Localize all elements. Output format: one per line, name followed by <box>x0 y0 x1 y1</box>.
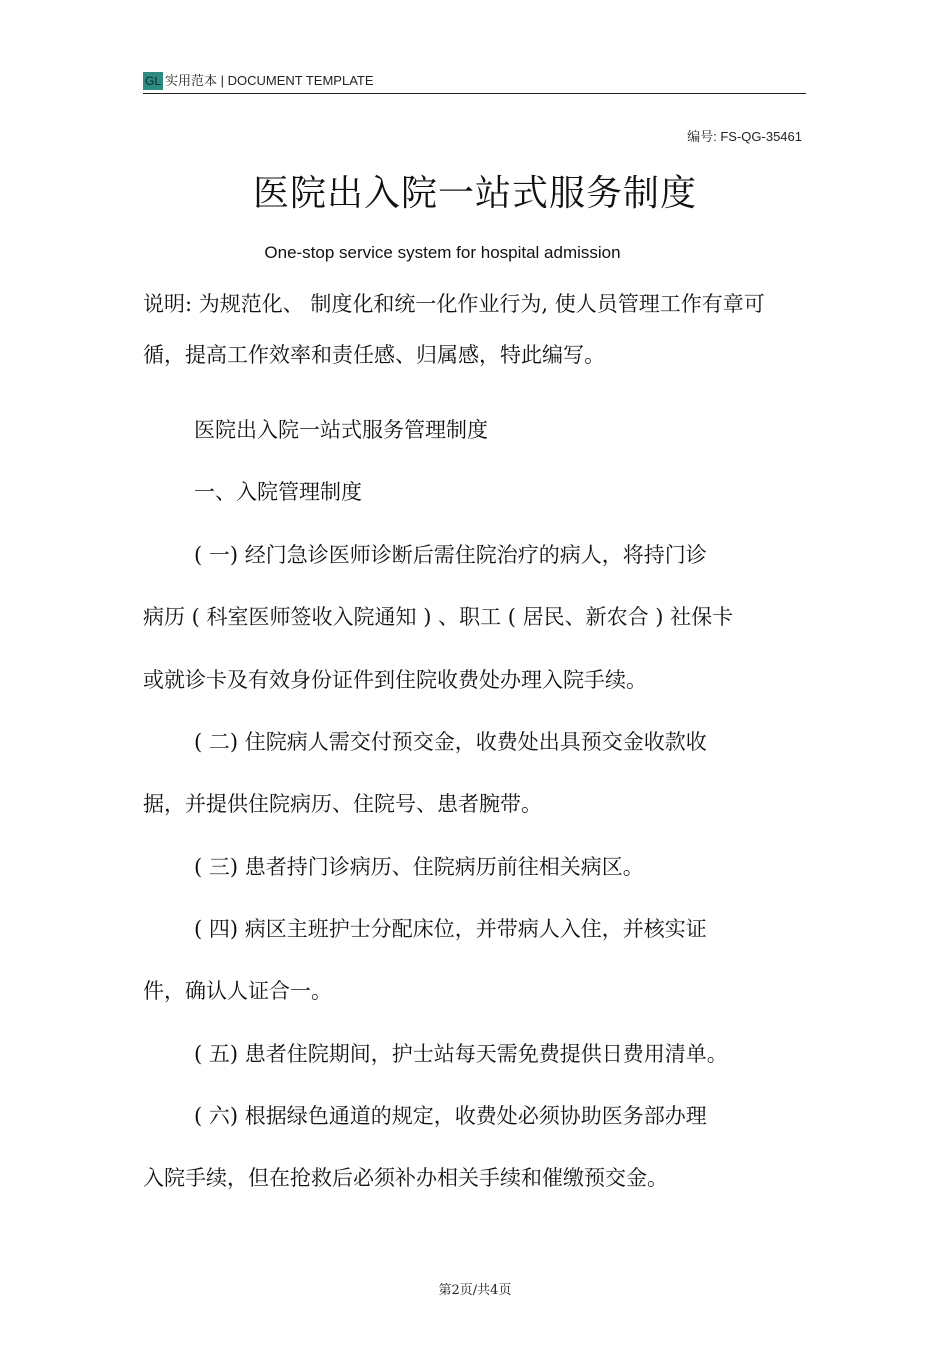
header-text: 实用范本 | DOCUMENT TEMPLATE <box>165 73 374 88</box>
body-line-item-4a: ( 四) 病区主班护士分配床位，并带病人入住，并核实证 <box>194 917 707 941</box>
body-line-item-1a: ( 一) 经门急诊医师诊断后需住院治疗的病人，将持门诊 <box>194 543 707 567</box>
body-line-item-6a: ( 六) 根据绿色通道的规定，收费处必须协助医务部办理 <box>194 1104 707 1128</box>
body-line-item-5: ( 五) 患者住院期间，护士站每天需免费提供日费用清单。 <box>194 1042 728 1066</box>
body-line-item-1c: 或就诊卡及有效身份证件到住院收费处办理入院手续。 <box>143 668 647 692</box>
body-line-item-6b: 入院手续，但在抢救后必须补办相关手续和催缴预交金。 <box>143 1166 668 1190</box>
body-line-item-3: ( 三) 患者持门诊病历、住院病历前往相关病区。 <box>194 855 644 879</box>
body-line-item-1b: 病历 ( 科室医师签收入院通知 ) 、职工 ( 居民、新农合 ) 社保卡 <box>143 605 734 629</box>
body-line-intro-2: 循，提高工作效率和责任感、归属感，特此编写。 <box>143 343 605 367</box>
body-line-item-2a: ( 二) 住院病人需交付预交金，收费处出具预交金收款收 <box>194 730 707 754</box>
page-header <box>143 70 806 94</box>
subsection-heading: 一、入院管理制度 <box>194 480 362 504</box>
document-number: 编号: FS-QG-35461 <box>687 129 802 144</box>
section-heading: 医院出入院一站式服务管理制度 <box>194 418 488 442</box>
document-title: 医院出入院一站式服务制度 <box>252 173 697 214</box>
document-subtitle: One-stop service system for hospital admission <box>264 243 621 262</box>
logo-badge: GL <box>144 74 161 88</box>
body-line-item-2b: 据，并提供住院病历、住院号、患者腕带。 <box>143 792 542 816</box>
body-line-item-4b: 件，确认人证合一。 <box>143 979 332 1003</box>
body-line-intro-1: 说明: 为规范化、 制度化和统一化作业行为, 使人员管理工作有章可 <box>143 292 765 316</box>
page-footer: 第2页/共4页 <box>438 1283 512 1298</box>
